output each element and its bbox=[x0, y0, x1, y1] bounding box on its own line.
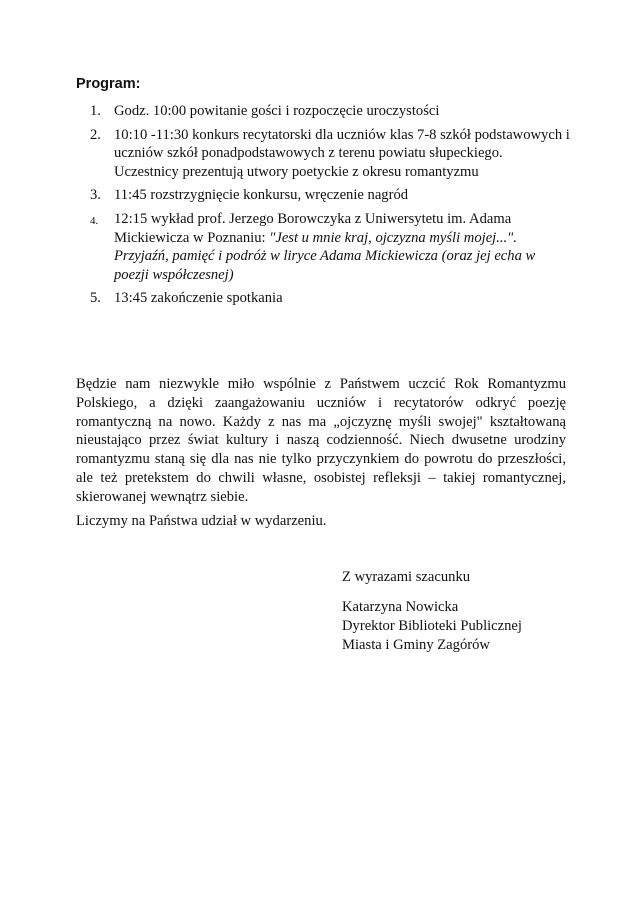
signer-name: Katarzyna Nowicka bbox=[342, 599, 459, 615]
program-list bbox=[90, 102, 570, 313]
program-heading: Program: bbox=[76, 76, 141, 92]
participation-paragraph: Liczymy na Państwa udział w wydarzeniu. bbox=[76, 513, 327, 529]
program-item-number: 2. bbox=[90, 126, 101, 143]
program-item-text: 13:45 zakończenie spotkania bbox=[114, 290, 283, 307]
program-item-3 bbox=[90, 186, 570, 205]
program-item-text: 10:10 -11:30 konkurs recytatorski dla uczniów klas 7-8 szkół podstawowych i uczniów szkół ponadpodstawowych z terenu powiatu słupeckiego. Uczestnicy prezentują utwory poetyckie z okresu romantyzmu bbox=[114, 126, 570, 180]
program-item-text: 11:45 rozstrzygnięcie konkursu, wręczenie nagród bbox=[114, 187, 409, 204]
program-item-4 bbox=[90, 210, 570, 284]
lecture-title: "Jest u mnie kraj, ojczyzna myśli mojej...". Przyjaźń, pamięć i podróż w liryce Adama Mickiewicza (oraz jej echa w poezji współczesnej) bbox=[114, 229, 536, 283]
program-item-number: 4. bbox=[90, 214, 99, 227]
signer-title-line-2: Miasta i Gminy Zagórów bbox=[342, 637, 490, 653]
signer-title-line-1: Dyrektor Biblioteki Publicznej bbox=[342, 618, 522, 634]
invitation-paragraph: Będzie nam niezwykle miło wspólnie z Państwem uczcić Rok Romantyzmu Polskiego, a dzięki zaangażowaniu uczniów i recytatorów odkryć poezję romantyczną na nowo. Każdy z nas ma „ojczyznę myśli swojej" kształtowaną nieustająco przez świat kultury i naszą codzienność. Niech dwusetne urodziny romantyzmu staną się dla nas nie tylko przyczynkiem do powrotu do przeszłości, ale też pretekstem do chwili własne, osobistej refleksji – takiej romantycznej, skierowanej wewnątrz siebie. bbox=[76, 376, 566, 505]
program-item-number: 3. bbox=[90, 187, 101, 204]
signature-block bbox=[342, 568, 522, 655]
program-item-number: 5. bbox=[90, 290, 101, 307]
closing-phrase: Z wyrazami szacunku bbox=[342, 569, 471, 585]
program-item-5 bbox=[90, 289, 570, 308]
program-item-number: 1. bbox=[90, 103, 101, 119]
program-item-2 bbox=[90, 126, 570, 182]
program-item-text: 12:15 wykład prof. Jerzego Borowczyka z Uniwersytetu im. Adama Mickiewicza w Poznaniu: bbox=[114, 210, 512, 246]
program-item-text: Godz. 10:00 powitanie gości i rozpoczęcie uroczystości bbox=[114, 103, 440, 119]
program-item-1 bbox=[90, 102, 570, 121]
